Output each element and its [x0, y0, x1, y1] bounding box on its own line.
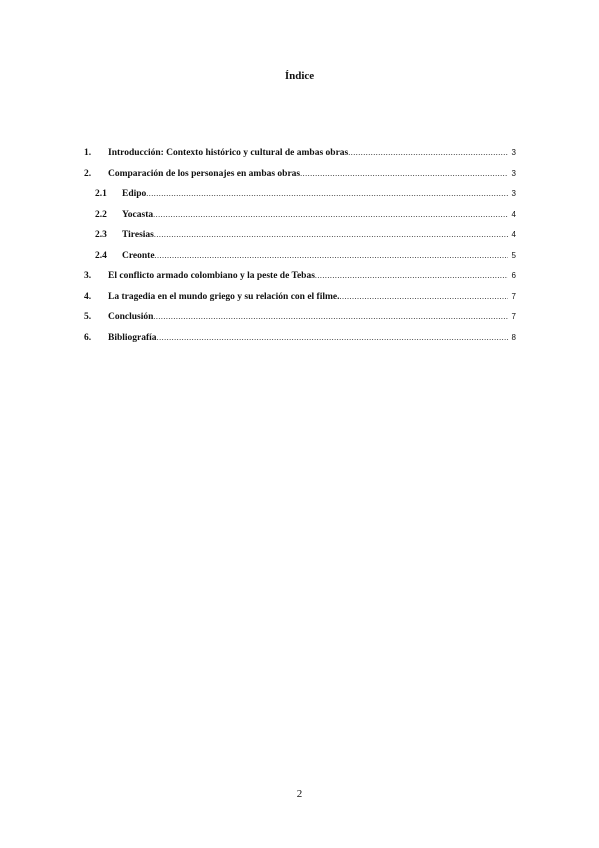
toc-entry-number: 5.	[84, 312, 92, 322]
toc-entry-page: 4	[511, 230, 516, 239]
toc-dot-leader	[340, 292, 509, 301]
table-of-contents	[84, 148, 516, 353]
toc-dot-leader	[315, 271, 508, 280]
toc-dot-leader	[146, 189, 508, 198]
toc-subentry[interactable]	[84, 230, 516, 251]
toc-subentry[interactable]	[84, 210, 516, 231]
toc-entry-number: 4.	[84, 291, 92, 302]
toc-entry-page: 4	[511, 209, 516, 219]
toc-subentry[interactable]	[84, 189, 516, 210]
toc-entry-page: 3	[511, 189, 516, 198]
toc-dot-leader	[348, 148, 508, 157]
toc-entry-page: 6	[511, 271, 516, 280]
toc-entry-title: Comparación de los personajes en ambas obras	[108, 168, 301, 179]
toc-entry-number: 2.4	[95, 250, 107, 261]
toc-entry-number: 2.3	[95, 230, 107, 240]
toc-entry[interactable]	[84, 271, 516, 292]
toc-subentry[interactable]	[84, 251, 516, 272]
toc-entry-number: 3.	[84, 271, 92, 281]
toc-entry-number: 1.	[84, 148, 92, 158]
toc-entry-title: El conflicto armado colombiano y la peste de Tebas	[108, 271, 315, 281]
toc-entry-page: 7	[511, 291, 516, 301]
toc-entry-number: 6.	[84, 332, 92, 343]
toc-dot-leader	[155, 251, 508, 260]
toc-entry-page: 3	[511, 148, 516, 157]
toc-entry[interactable]	[84, 292, 516, 313]
toc-entry-title: Conclusión	[108, 312, 154, 322]
toc-entry[interactable]	[84, 333, 516, 354]
toc-dot-leader	[157, 333, 508, 342]
toc-entry-number: 2.2	[95, 209, 107, 220]
toc-entry-number: 2.1	[95, 189, 107, 199]
toc-entry-number: 2.	[84, 168, 92, 179]
page-number: 2	[296, 788, 303, 800]
toc-entry[interactable]	[84, 148, 516, 169]
toc-dot-leader	[153, 210, 508, 219]
toc-entry[interactable]	[84, 312, 516, 333]
toc-entry-title: Edipo	[122, 189, 147, 199]
toc-dot-leader	[300, 169, 508, 178]
toc-entry-page: 5	[511, 250, 516, 260]
toc-entry-title: Bibliografía	[108, 332, 157, 343]
toc-entry-title: Creonte	[122, 250, 155, 261]
toc-entry[interactable]	[84, 169, 516, 190]
toc-entry-title: Introducción: Contexto histórico y cultural de ambas obras	[108, 148, 349, 158]
page-title: Índice	[284, 70, 315, 82]
toc-entry-title: Tiresias	[122, 230, 154, 240]
toc-entry-page: 3	[511, 168, 516, 178]
toc-dot-leader	[153, 312, 508, 321]
toc-entry-page: 8	[511, 332, 516, 342]
toc-entry-title: La tragedia en el mundo griego y su relación con el filme.	[108, 291, 340, 302]
toc-entry-page: 7	[511, 312, 516, 321]
toc-dot-leader	[154, 230, 508, 239]
toc-entry-title: Yocasta	[122, 209, 154, 220]
